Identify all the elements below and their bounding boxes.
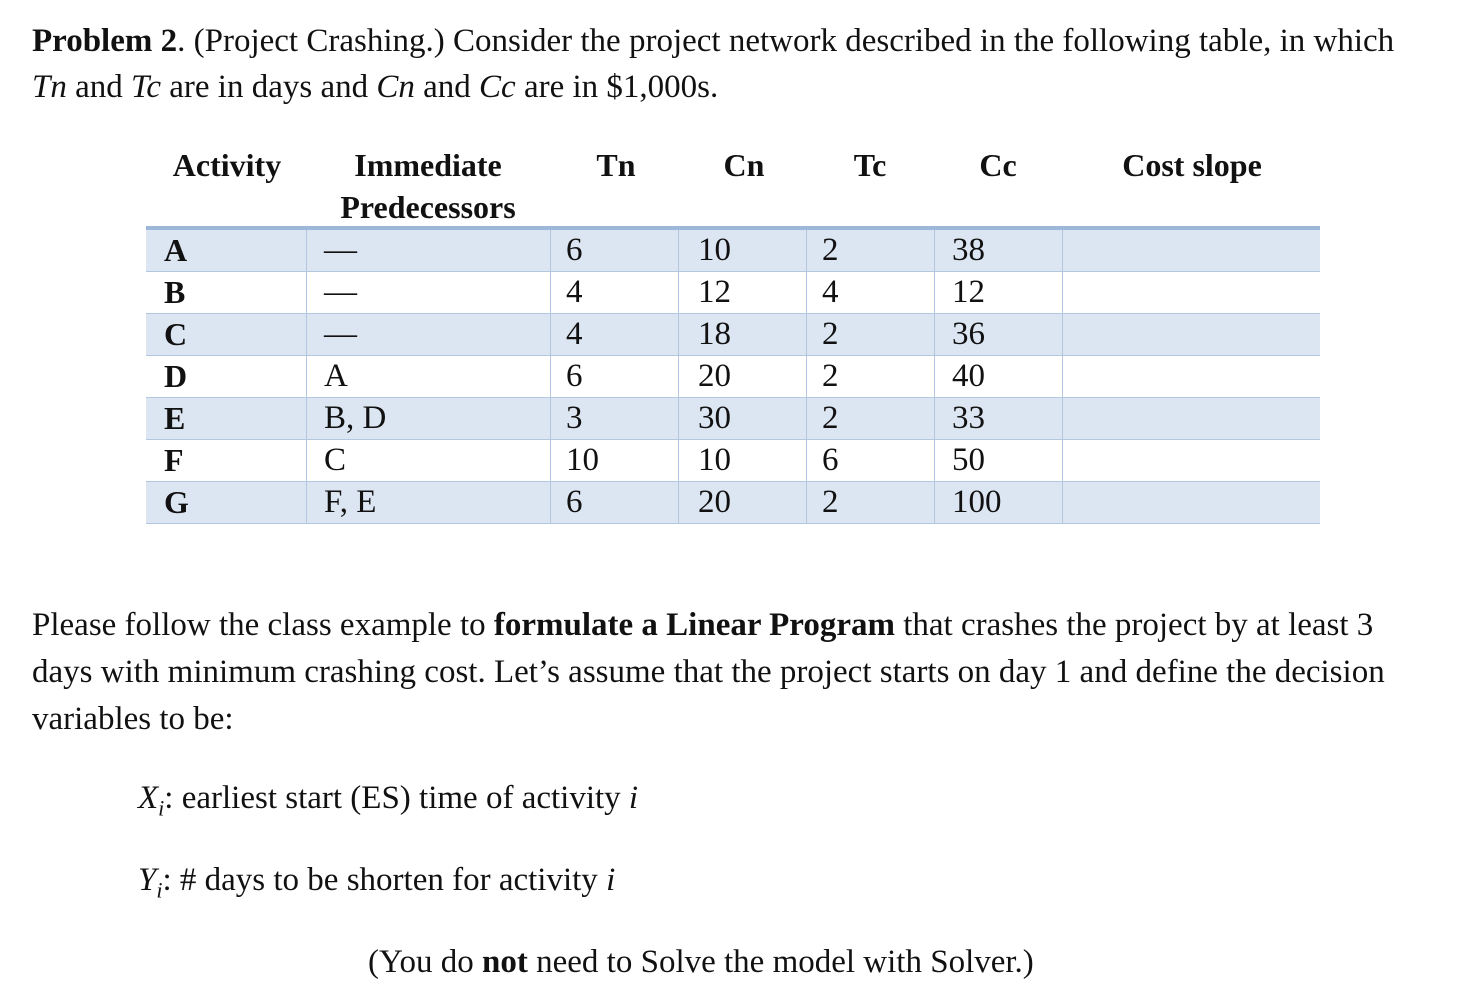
cell-tn: 6 xyxy=(566,484,583,520)
table-row xyxy=(146,398,1320,440)
intro-text-1: . (Project Crashing.) Consider the project network described in the following table, in which xyxy=(177,23,1395,59)
var-x-subscript: i xyxy=(158,795,165,821)
cell-tn: 4 xyxy=(566,274,583,310)
cell-predecessors: F, E xyxy=(324,484,377,520)
header-immediate: Immediate xyxy=(354,147,502,183)
intro-text-2: are in days and xyxy=(161,69,377,105)
column-divider xyxy=(678,314,679,355)
column-divider xyxy=(550,272,551,313)
var-x-symbol: X xyxy=(138,780,159,816)
cell-cc: 40 xyxy=(952,358,985,394)
cell-activity: D xyxy=(164,358,188,394)
var-x-index: i xyxy=(628,780,639,816)
table-row xyxy=(146,482,1320,524)
intro-cn: Cn xyxy=(376,69,415,105)
column-divider xyxy=(306,356,307,397)
table-row xyxy=(146,272,1320,314)
cell-activity: B xyxy=(164,274,186,310)
var-y-index: i xyxy=(606,862,616,898)
problem-intro xyxy=(32,18,1432,110)
column-divider xyxy=(806,314,807,355)
var-x-description: : earliest start (ES) time of activity xyxy=(164,780,629,816)
note-text-2: need to Solve the model with Solver.) xyxy=(527,944,1034,980)
table-row xyxy=(146,230,1320,272)
cell-tn: 4 xyxy=(566,316,583,352)
cell-cc: 33 xyxy=(952,400,985,436)
note-text-1: (You do xyxy=(368,944,483,980)
column-divider xyxy=(934,356,935,397)
instructions-emphasis: formulate a Linear Program xyxy=(493,607,895,643)
cell-tn: 6 xyxy=(566,232,583,268)
column-divider xyxy=(678,398,679,439)
header-tn: Tn xyxy=(596,147,636,183)
column-divider xyxy=(806,482,807,523)
column-divider xyxy=(678,356,679,397)
column-divider xyxy=(550,482,551,523)
column-divider xyxy=(806,398,807,439)
column-divider xyxy=(678,230,679,271)
intro-text-3: are in $1,000s. xyxy=(515,69,719,105)
header-predecessors-label: Predecessors xyxy=(340,189,516,225)
column-divider xyxy=(678,440,679,481)
table-row xyxy=(146,314,1320,356)
cell-cn: 12 xyxy=(698,274,731,310)
column-divider xyxy=(550,440,551,481)
instructions-text-1: Please follow the class example to xyxy=(32,607,494,643)
cell-activity: G xyxy=(164,484,189,520)
solver-note xyxy=(368,940,1034,984)
intro-cc: Cc xyxy=(479,69,516,105)
column-divider xyxy=(550,230,551,271)
column-divider xyxy=(306,440,307,481)
problem-label: Problem 2 xyxy=(32,23,178,59)
cell-cc: 50 xyxy=(952,442,985,478)
cell-tn: 3 xyxy=(566,400,583,436)
variable-x-definition xyxy=(138,778,639,821)
column-divider xyxy=(1062,314,1063,355)
cell-cn: 20 xyxy=(698,484,731,520)
intro-and-1: and xyxy=(66,69,132,105)
column-divider xyxy=(1062,230,1063,271)
intro-and-2: and xyxy=(414,69,480,105)
cell-cn: 30 xyxy=(698,400,731,436)
column-divider xyxy=(678,272,679,313)
cell-tc: 6 xyxy=(822,442,839,478)
table-body xyxy=(146,230,1320,524)
cell-tc: 2 xyxy=(822,484,839,520)
cell-cn: 10 xyxy=(698,442,731,478)
column-divider xyxy=(306,272,307,313)
cell-cc: 12 xyxy=(952,274,985,310)
header-cc: Cc xyxy=(979,147,1017,183)
cell-cc: 100 xyxy=(952,484,1002,520)
column-divider xyxy=(678,482,679,523)
variable-y-definition xyxy=(138,860,616,903)
activity-table xyxy=(146,140,1320,524)
column-divider xyxy=(806,230,807,271)
cell-predecessors: C xyxy=(324,442,347,478)
table-header xyxy=(146,140,1320,226)
cell-cn: 20 xyxy=(698,358,731,394)
cell-tc: 2 xyxy=(822,316,839,352)
cell-tc: 4 xyxy=(822,274,839,310)
column-divider xyxy=(1062,398,1063,439)
column-divider xyxy=(806,356,807,397)
note-emphasis: not xyxy=(482,944,528,980)
intro-tc: Tc xyxy=(131,69,161,105)
column-divider xyxy=(1062,356,1063,397)
intro-tn: Tn xyxy=(32,69,67,105)
table-row xyxy=(146,440,1320,482)
cell-predecessors: — xyxy=(324,274,357,310)
column-divider xyxy=(1062,440,1063,481)
var-y-symbol: Y xyxy=(138,862,157,898)
cell-tn: 6 xyxy=(566,358,583,394)
instructions-text-2: that crashes the project by at least 3 days with minimum crashing cost. Let’s assume that the project starts on day 1 and define the decision variables to be: xyxy=(32,607,1385,737)
column-divider xyxy=(934,482,935,523)
var-y-description: : # days to be shorten for activity xyxy=(162,862,607,898)
instructions-paragraph xyxy=(32,602,1432,743)
cell-tc: 2 xyxy=(822,232,839,268)
cell-cc: 38 xyxy=(952,232,985,268)
column-divider xyxy=(1062,482,1063,523)
cell-cc: 36 xyxy=(952,316,985,352)
column-divider xyxy=(1062,272,1063,313)
column-divider xyxy=(306,398,307,439)
cell-predecessors: — xyxy=(324,316,357,352)
header-cost-slope: Cost slope xyxy=(1122,147,1262,183)
var-y-subscript: i xyxy=(156,877,163,903)
column-divider xyxy=(934,440,935,481)
table-row xyxy=(146,356,1320,398)
column-divider xyxy=(306,230,307,271)
column-divider xyxy=(934,398,935,439)
cell-predecessors: A xyxy=(324,358,348,394)
column-divider xyxy=(934,314,935,355)
cell-predecessors: — xyxy=(324,232,357,268)
header-predecessors xyxy=(316,144,540,228)
cell-predecessors: B, D xyxy=(324,400,387,436)
cell-cn: 18 xyxy=(698,316,731,352)
cell-tc: 2 xyxy=(822,400,839,436)
column-divider xyxy=(306,482,307,523)
column-divider xyxy=(550,398,551,439)
cell-tn: 10 xyxy=(566,442,599,478)
cell-activity: C xyxy=(164,316,188,352)
header-activity: Activity xyxy=(172,147,282,183)
column-divider xyxy=(550,356,551,397)
cell-cn: 10 xyxy=(698,232,731,268)
header-tc: Tc xyxy=(853,147,887,183)
cell-activity: F xyxy=(164,442,184,478)
column-divider xyxy=(806,272,807,313)
column-divider xyxy=(934,272,935,313)
cell-tc: 2 xyxy=(822,358,839,394)
column-divider xyxy=(306,314,307,355)
cell-activity: A xyxy=(164,232,188,268)
cell-activity: E xyxy=(164,400,186,436)
column-divider xyxy=(806,440,807,481)
header-cn: Cn xyxy=(723,147,765,183)
column-divider xyxy=(550,314,551,355)
column-divider xyxy=(934,230,935,271)
